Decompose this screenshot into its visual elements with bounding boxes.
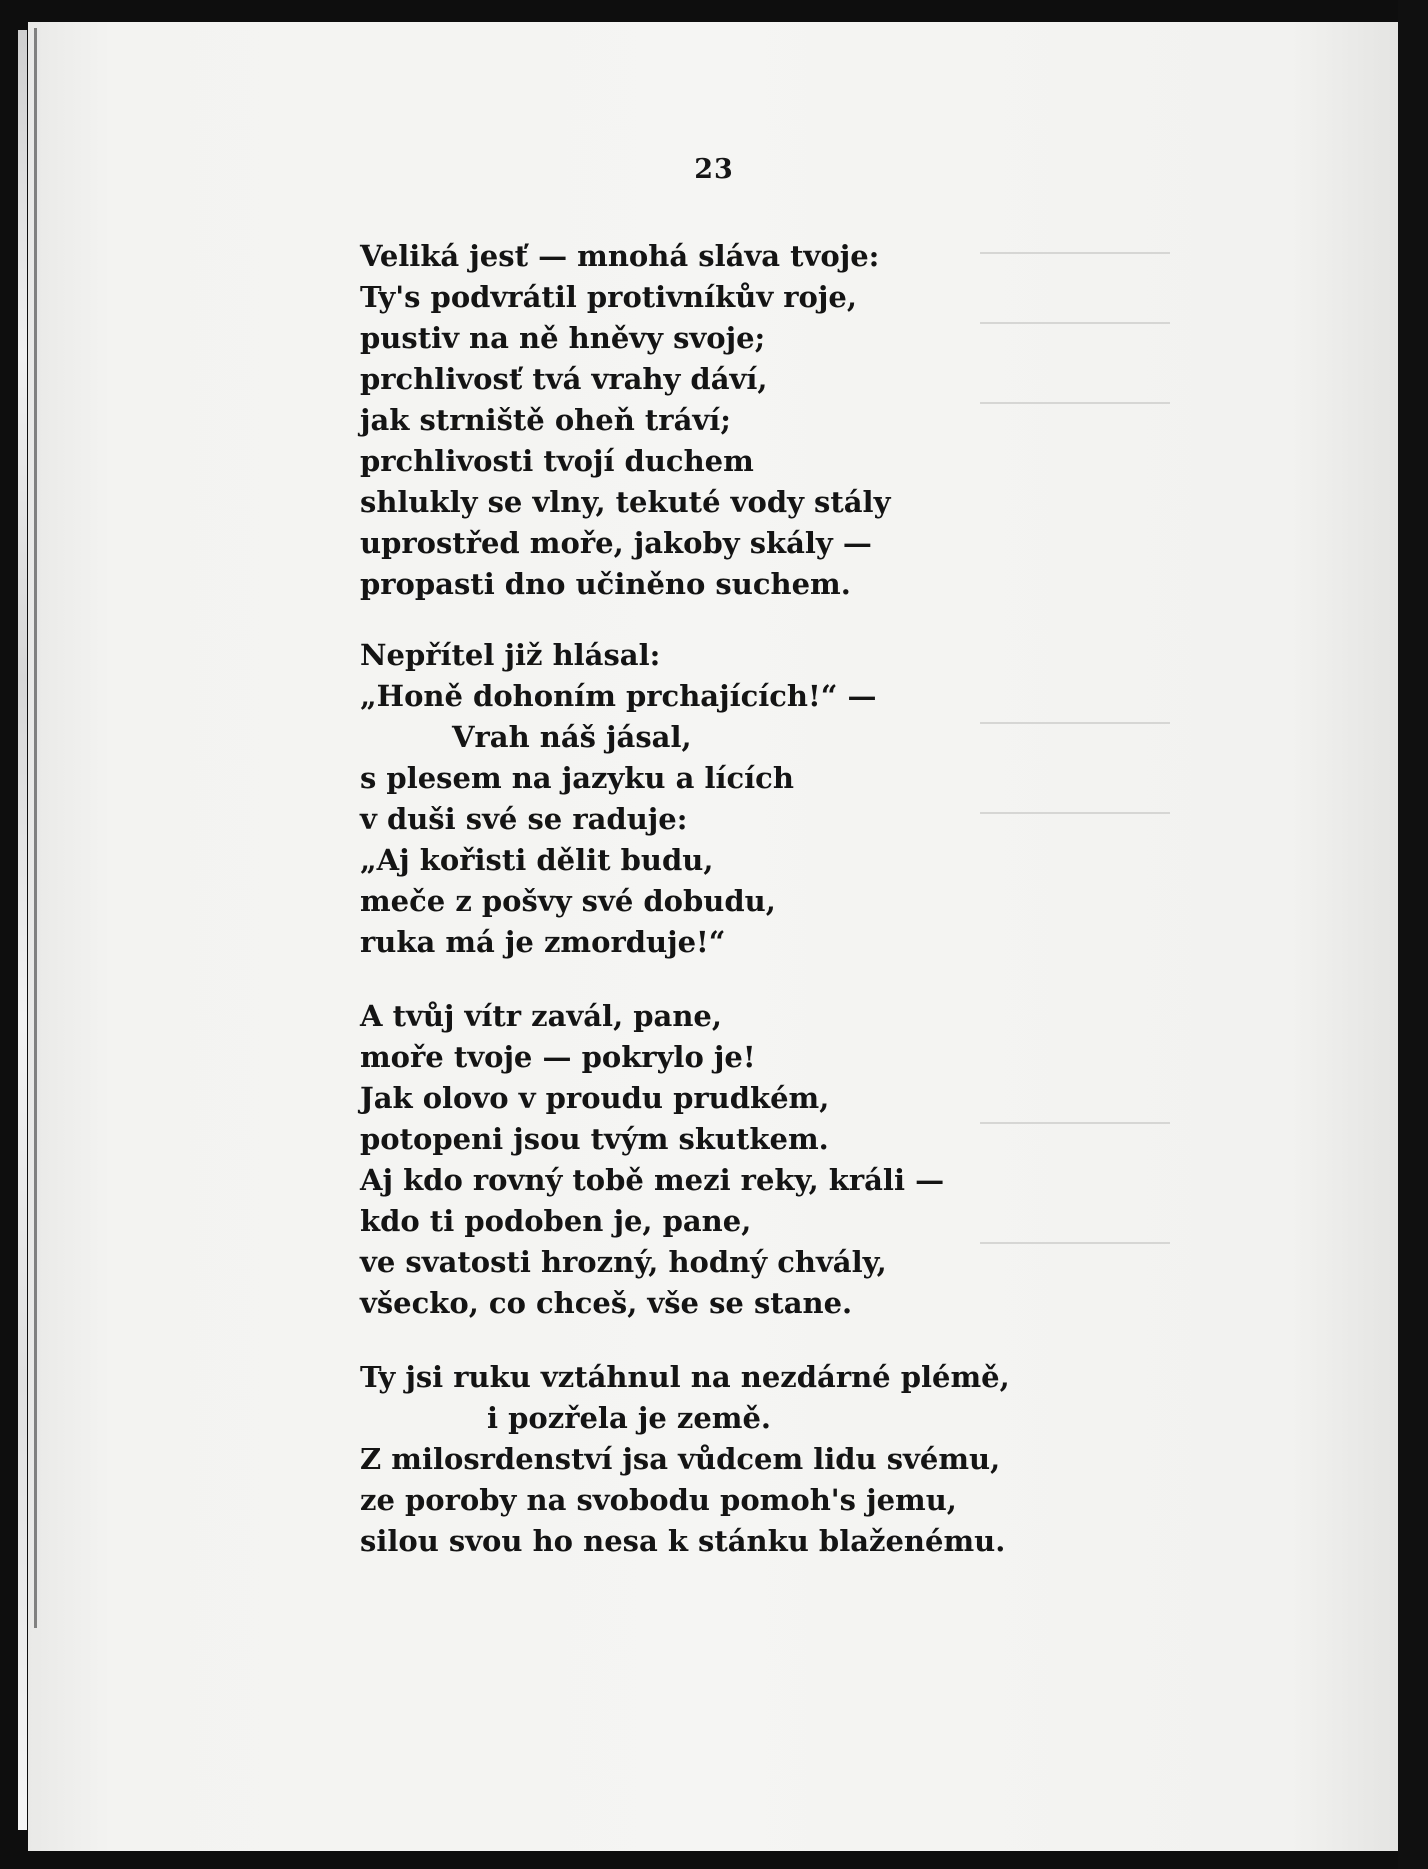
verse-line: ve svatosti hrozný, hodný chvály,	[360, 1245, 887, 1279]
verse-line: „Aj kořisti dělit budu,	[360, 843, 714, 877]
verse-line: shlukly se vlny, tekuté vody stály	[360, 485, 891, 519]
verse-line: Vrah náš jásal,	[452, 720, 692, 754]
verse-line: Nepřítel již hlásal:	[360, 638, 661, 672]
verse-line: kdo ti podoben je, pane,	[360, 1204, 752, 1238]
verse-line: A tvůj vítr zavál, pane,	[360, 999, 722, 1033]
verse-line: potopeni jsou tvým skutkem.	[360, 1122, 829, 1156]
verse-line: meče z pošvy své dobudu,	[360, 884, 776, 918]
verse-line: silou svou ho nesa k stánku blaženému.	[360, 1524, 1006, 1558]
verse-line: všecko, co chceš, vše se stane.	[360, 1286, 853, 1320]
page-gutter-edge	[18, 30, 27, 1830]
verse-line: Aj kdo rovný tobě mezi reky, králi —	[360, 1163, 945, 1197]
verse-line: v duši své se raduje:	[360, 802, 688, 836]
verse-line: Veliká jesť — mnohá sláva tvoje:	[360, 239, 880, 273]
verse-line: Ty jsi ruku vztáhnul na nezdárné plémě,	[360, 1360, 1010, 1394]
stanza-3	[360, 996, 1080, 1324]
verse-line: moře tvoje — pokrylo je!	[360, 1040, 756, 1074]
poem-text	[360, 236, 1080, 1562]
verse-line: pustiv na ně hněvy svoje;	[360, 321, 766, 355]
page-number: 23	[694, 154, 734, 185]
scan-border	[1398, 0, 1428, 1869]
verse-line: Ty's podvrátil protivníkův roje,	[360, 280, 857, 314]
verse-line: jak strniště oheň tráví;	[360, 403, 731, 437]
verse-line: „Honě dohoním prchajících!“ —	[360, 679, 877, 713]
verse-line: ruka má je zmorduje!“	[360, 925, 726, 959]
binding-line	[34, 28, 37, 1628]
stanza-1	[360, 236, 1080, 605]
verse-line: uprostřed moře, jakoby skály —	[360, 526, 872, 560]
verse-line: ze poroby na svobodu pomoh's jemu,	[360, 1483, 957, 1517]
verse-line: s plesem na jazyku a lících	[360, 761, 794, 795]
verse-line: prchlivosti tvojí duchem	[360, 444, 754, 478]
verse-line: Jak olovo v proudu prudkém,	[360, 1081, 830, 1115]
verse-line: prchlivosť tvá vrahy dáví,	[360, 362, 768, 396]
verse-line: Z milosrdenství jsa vůdcem lidu svému,	[360, 1442, 1001, 1476]
stanza-4	[360, 1357, 1080, 1562]
verse-line: propasti dno učiněno suchem.	[360, 567, 851, 601]
verse-line: i pozřela je země.	[487, 1401, 772, 1435]
stanza-2	[360, 635, 1080, 963]
